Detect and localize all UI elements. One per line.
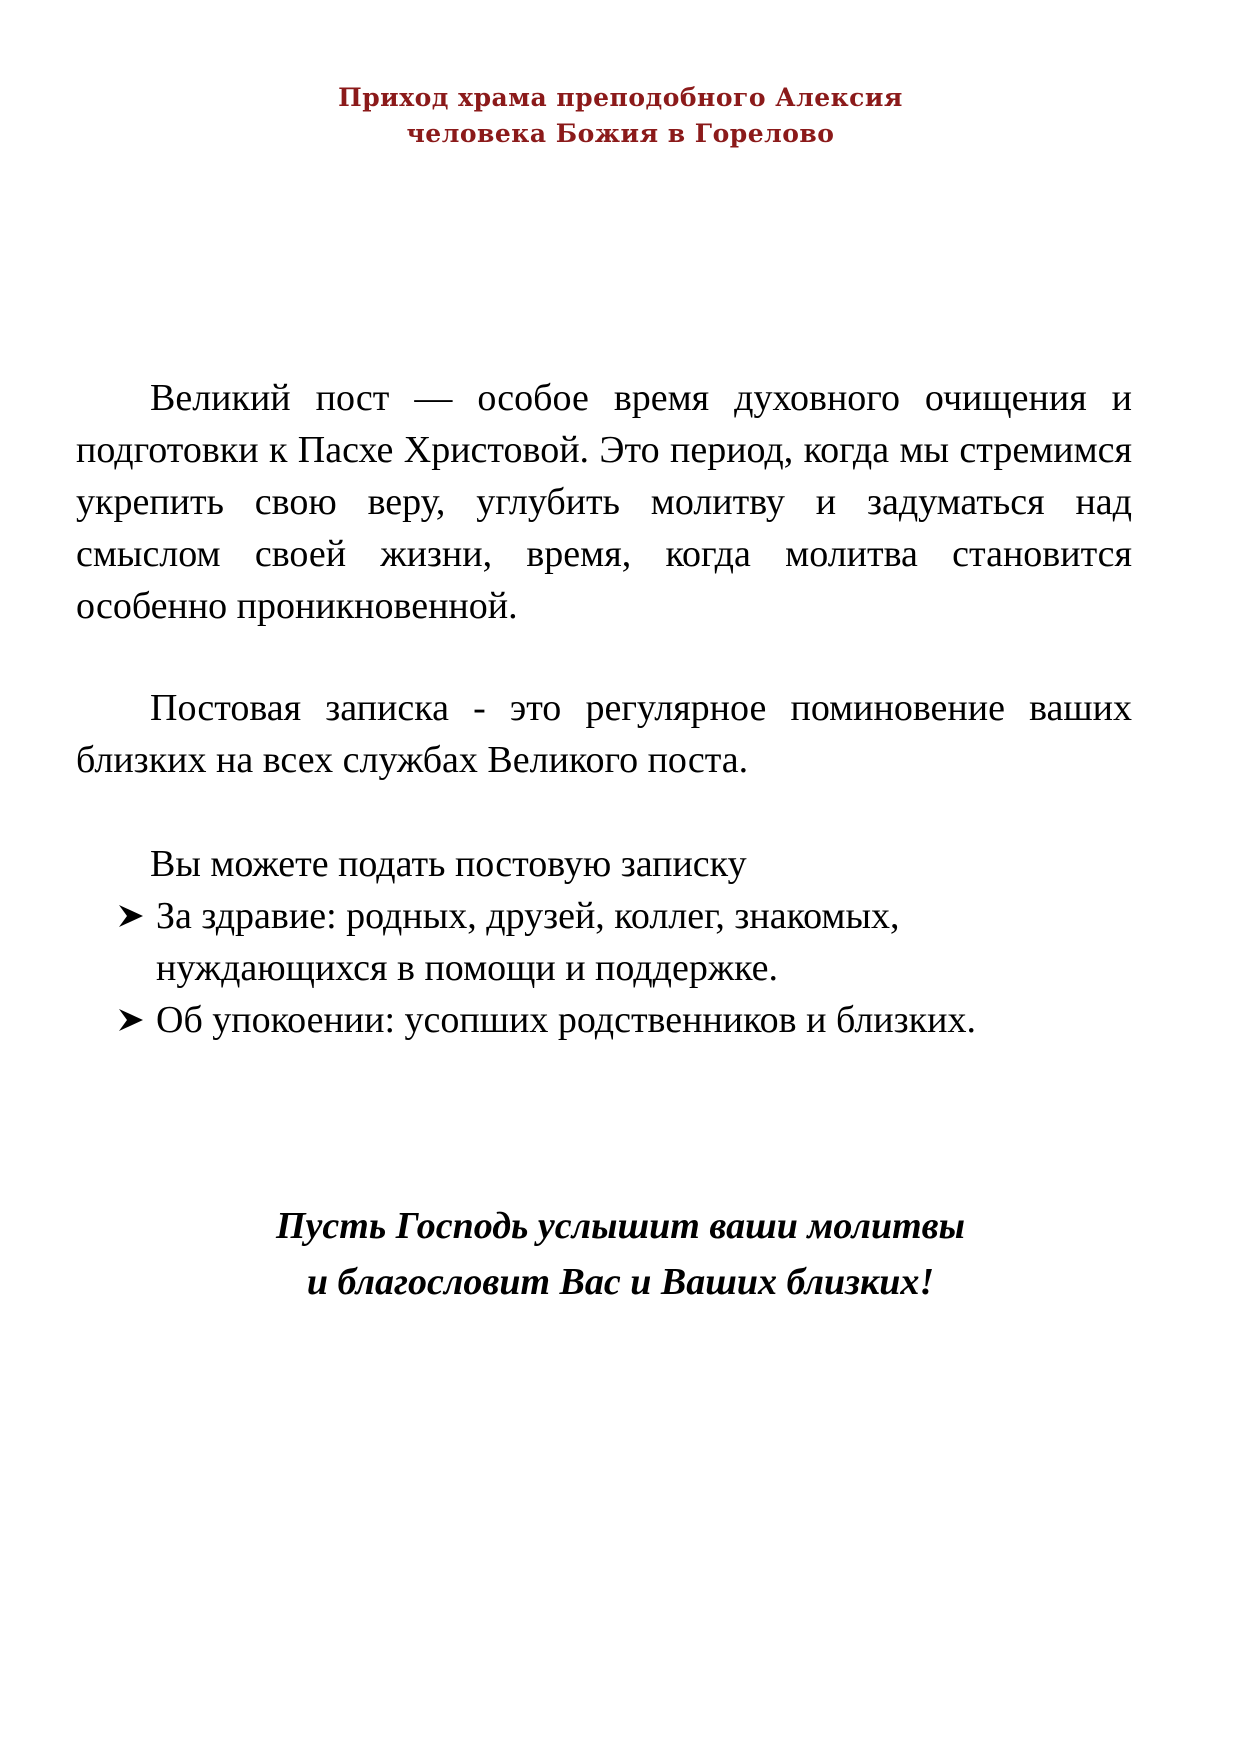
paragraph-lent-intro: Великий пост — особое время духовного очищения и подготовки к Пасхе Христовой. Это период, когда мы стремимся укрепить свою веру, углубить молитву и задуматься над смыслом своей жизни, время, когда молитва становится особенно проникновенной.	[76, 377, 1132, 627]
list-item	[76, 890, 1132, 994]
main-content	[76, 372, 1132, 1046]
closing-line-1: Пусть Господь услышит ваши молитвы	[276, 1205, 965, 1247]
list-intro: Вы можете подать постовую записку	[150, 843, 747, 885]
arrowhead-bullet-icon	[118, 890, 152, 942]
closing-line-2: и благословит Вас и Ваших близких!	[306, 1261, 935, 1303]
closing-blessing	[0, 1198, 1241, 1310]
arrowhead-bullet-icon	[118, 994, 152, 1046]
note-types-list	[76, 890, 1132, 1046]
parish-header	[0, 80, 1241, 152]
list-item-text: Об упокоении: усопших родственников и близких.	[156, 999, 976, 1041]
header-line-2: человека Божия в Горелово	[406, 119, 835, 148]
header-line-1: Приход храма преподобного Алексия	[338, 83, 903, 112]
paragraph-lenten-note: Постовая записка - это регулярное поминовение ваших близких на всех службах Великого поста.	[76, 687, 1132, 781]
list-item-text: За здравие: родных, друзей, коллег, знакомых, нуждающихся в помощи и поддержке.	[156, 895, 900, 989]
list-item	[76, 994, 1132, 1046]
